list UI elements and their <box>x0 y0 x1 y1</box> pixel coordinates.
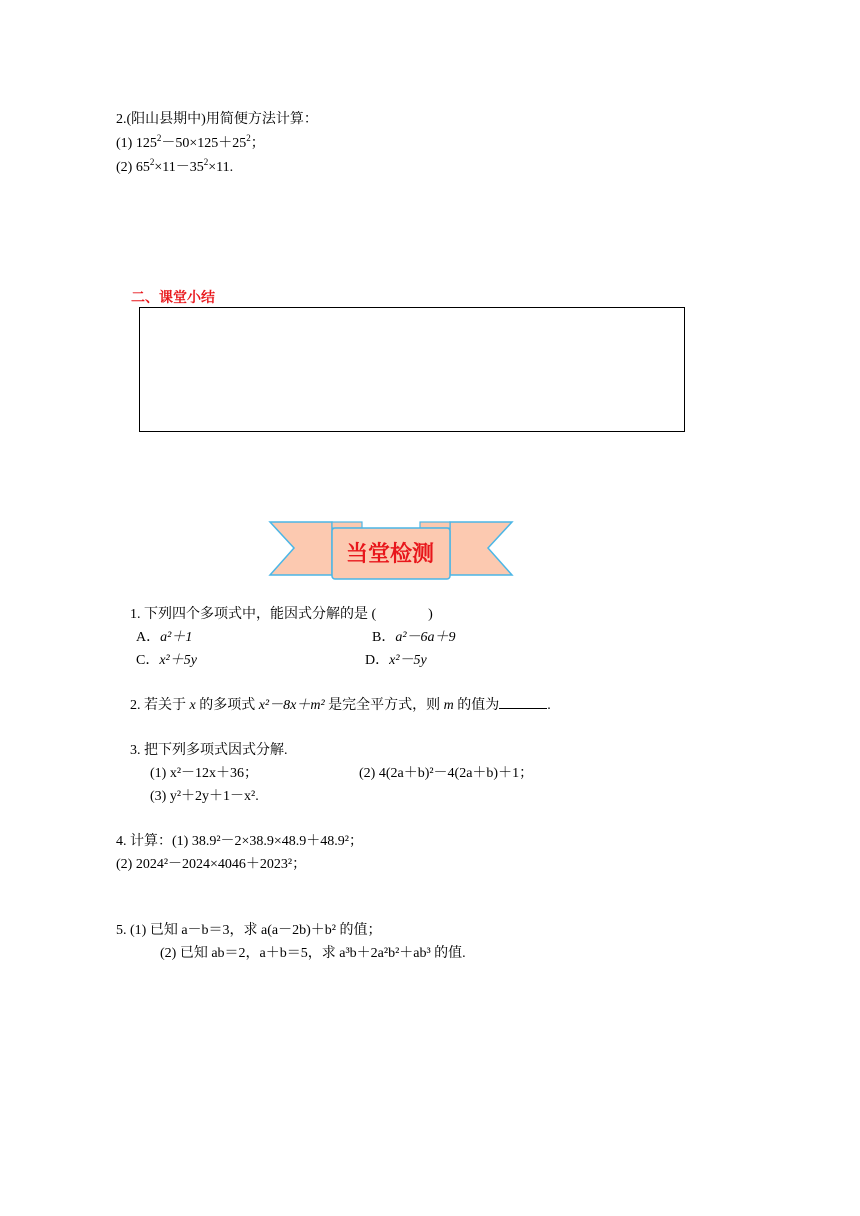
problem-2-part-1 <box>116 132 265 152</box>
option-letter: D． <box>365 653 390 668</box>
q2-part: 是完全平方式，则 <box>324 698 444 713</box>
part-2-exp-2: 2 <box>203 157 209 167</box>
banner-title: 当堂检测 <box>345 541 434 567</box>
part-1-base: (1) 125 <box>116 136 157 151</box>
q3-stem: 3. 把下列多项式因式分解. <box>130 743 288 758</box>
q2-var-m: m <box>443 698 454 713</box>
q1-stem <box>130 603 433 623</box>
q1-option-d[interactable] <box>365 649 427 669</box>
summary-box[interactable] <box>139 307 685 432</box>
q1-stem-close: ) <box>428 607 433 622</box>
q4-line-1: 4. 计算：(1) 38.9²－2×38.9×48.9＋48.9²； <box>116 834 364 849</box>
option-letter: B． <box>372 630 396 645</box>
part-1-mid: －50×125＋25 <box>161 136 247 151</box>
q5-line-1: 5. (1) 已知 a－b＝3，求 a(a－2b)＋b² 的值； <box>116 923 382 938</box>
summary-heading: 二、课堂小结 <box>131 290 215 306</box>
option-text: a²＋1 <box>160 630 193 645</box>
q1-stem-text: 1. 下列四个多项式中，能因式分解的是 ( <box>130 607 377 622</box>
part-2-mid: ×11－35 <box>154 160 204 175</box>
q4-line-2: (2) 2024²－2024×4046＋2023²； <box>116 857 307 872</box>
part-1-end: ； <box>250 136 265 151</box>
q2-poly: x²－8x＋m² <box>258 698 325 713</box>
q1-option-b[interactable] <box>372 626 456 646</box>
q2-var-x: x <box>189 698 196 713</box>
section-banner <box>268 518 514 587</box>
q2-text <box>130 694 551 714</box>
option-text: a²－6a＋9 <box>395 630 456 645</box>
q3-part-1: (1) x²－12x＋36； <box>150 766 259 781</box>
q3-part-2: (2) 4(2a＋b)²－4(2a＋b)＋1； <box>359 766 534 781</box>
q2-end: . <box>547 698 551 713</box>
part-1-exp-2: 2 <box>246 133 251 143</box>
q1-option-c[interactable] <box>136 649 197 669</box>
part-2-end: ×11. <box>208 160 234 175</box>
q2-part: 2. 若关于 <box>130 698 190 713</box>
problem-2-title: 2.(阳山县期中)用简便方法计算： <box>116 112 318 127</box>
answer-blank[interactable] <box>499 696 547 709</box>
q1-option-a[interactable] <box>136 626 192 646</box>
part-1-exp-1: 2 <box>156 133 162 143</box>
q3-part-3: (3) y²＋2y＋1－x². <box>150 789 259 804</box>
q2-part: 的值为 <box>453 698 500 713</box>
part-2-base: (2) 65 <box>116 160 150 175</box>
option-letter: C． <box>136 653 160 668</box>
q5-line-2: (2) 已知 ab＝2，a＋b＝5，求 a³b＋2a²b²＋ab³ 的值. <box>160 946 466 961</box>
option-text: x²＋5y <box>159 653 197 668</box>
part-2-exp-1: 2 <box>149 157 155 167</box>
problem-2-part-2 <box>116 156 233 176</box>
option-letter: A． <box>136 630 161 645</box>
option-text: x²－5y <box>389 653 427 668</box>
q2-part: 的多项式 <box>195 698 259 713</box>
